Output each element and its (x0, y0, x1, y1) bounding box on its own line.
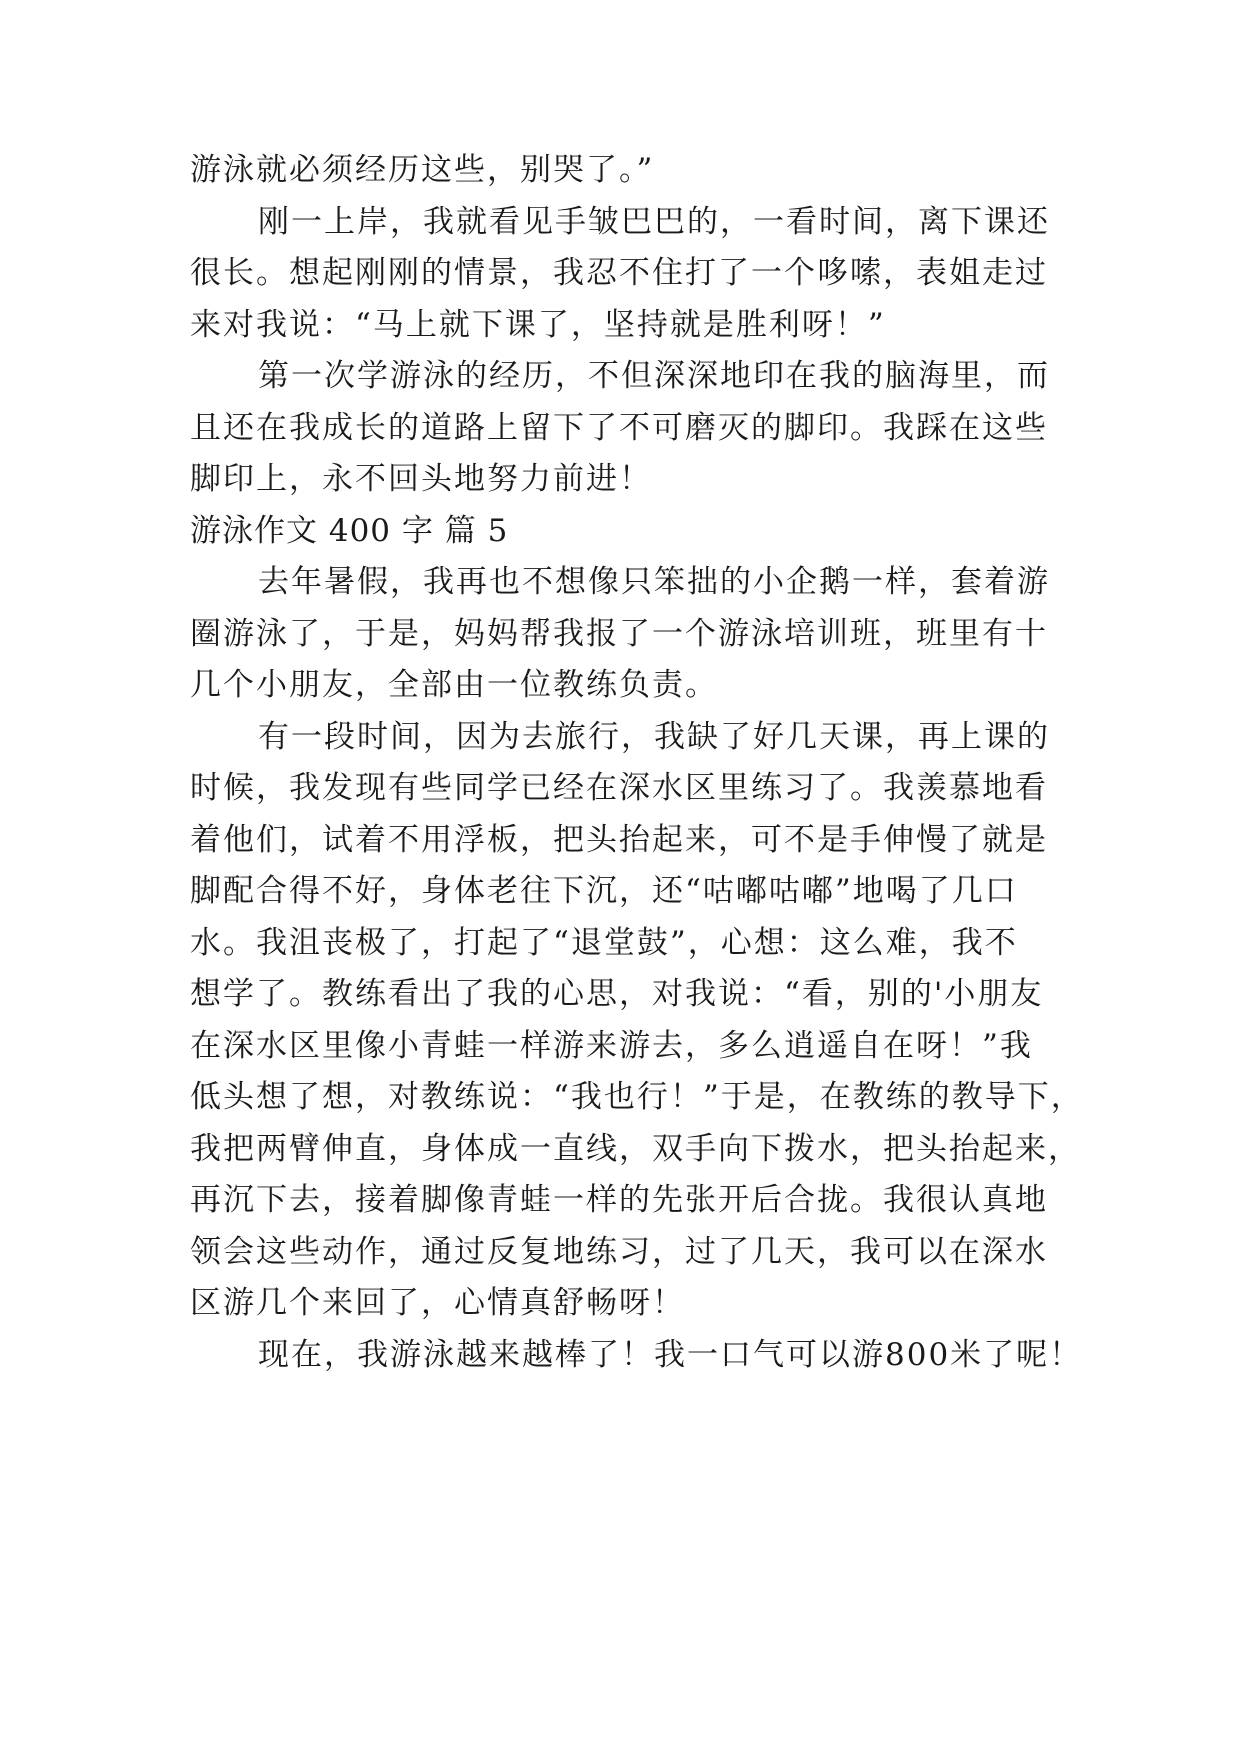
text-line: 来对我说：“马上就下课了，坚持就是胜利呀！” (190, 307, 886, 343)
text-line: 水。我沮丧极了，打起了“退堂鼓”，心想：这么难，我不 (190, 925, 1018, 961)
paragraph-start: 去年暑假，我再也不想像只笨拙的小企鹅一样，套着游 (258, 564, 1050, 600)
text-line: 区游几个来回了，心情真舒畅呀！ (190, 1285, 685, 1321)
text-line: 再沉下去，接着脚像青蛙一样的先张开后合拢。我很认真地 (190, 1182, 1048, 1218)
paragraph-start: 刚一上岸，我就看见手皱巴巴的，一看时间，离下课还 (258, 204, 1050, 240)
text-line: 想学了。教练看出了我的心思，对我说：“看，别的'小朋友 (190, 976, 1044, 1012)
text-line: 且还在我成长的道路上留下了不可磨灭的脚印。我踩在这些 (190, 410, 1048, 446)
text-line: 领会这些动作，通过反复地练习，过了几天，我可以在深水 (190, 1234, 1048, 1270)
text-line: 很长。想起刚刚的情景，我忍不住打了一个哆嗦，表姐走过 (190, 255, 1048, 291)
text-line: 着他们，试着不用浮板，把头抬起来，可不是手伸慢了就是 (190, 822, 1048, 858)
paragraph-start: 有一段时间，因为去旅行，我缺了好几天课，再上课的 (258, 719, 1050, 755)
text-line: 几个小朋友，全部由一位教练负责。 (190, 667, 718, 703)
text-line: 游泳就必须经历这些，别哭了。” (190, 152, 655, 188)
text-line: 脚配合得不好，身体老往下沉，还“咕嘟咕嘟”地喝了几口 (190, 873, 1018, 909)
paragraph-start: 现在，我游泳越来越棒了！我一口气可以游800米了呢！ (258, 1337, 1083, 1373)
text-line: 低头想了想，对教练说：“我也行！”于是，在教练的教导下， (190, 1079, 1084, 1115)
text-line: 在深水区里像小青蛙一样游来游去，多么逍遥自在呀！”我 (190, 1028, 1033, 1064)
text-line: 圈游泳了，于是，妈妈帮我报了一个游泳培训班，班里有十 (190, 616, 1048, 652)
text-line: 脚印上，永不回头地努力前进！ (190, 461, 652, 497)
text-line: 我把两臂伸直，身体成一直线，双手向下拨水，把头抬起来， (190, 1131, 1081, 1167)
paragraph-start: 第一次学游泳的经历，不但深深地印在我的脑海里，而 (258, 358, 1050, 394)
section-heading: 游泳作文 400 字 篇 5 (190, 513, 509, 549)
text-line: 时候，我发现有些同学已经在深水区里练习了。我羡慕地看 (190, 770, 1048, 806)
